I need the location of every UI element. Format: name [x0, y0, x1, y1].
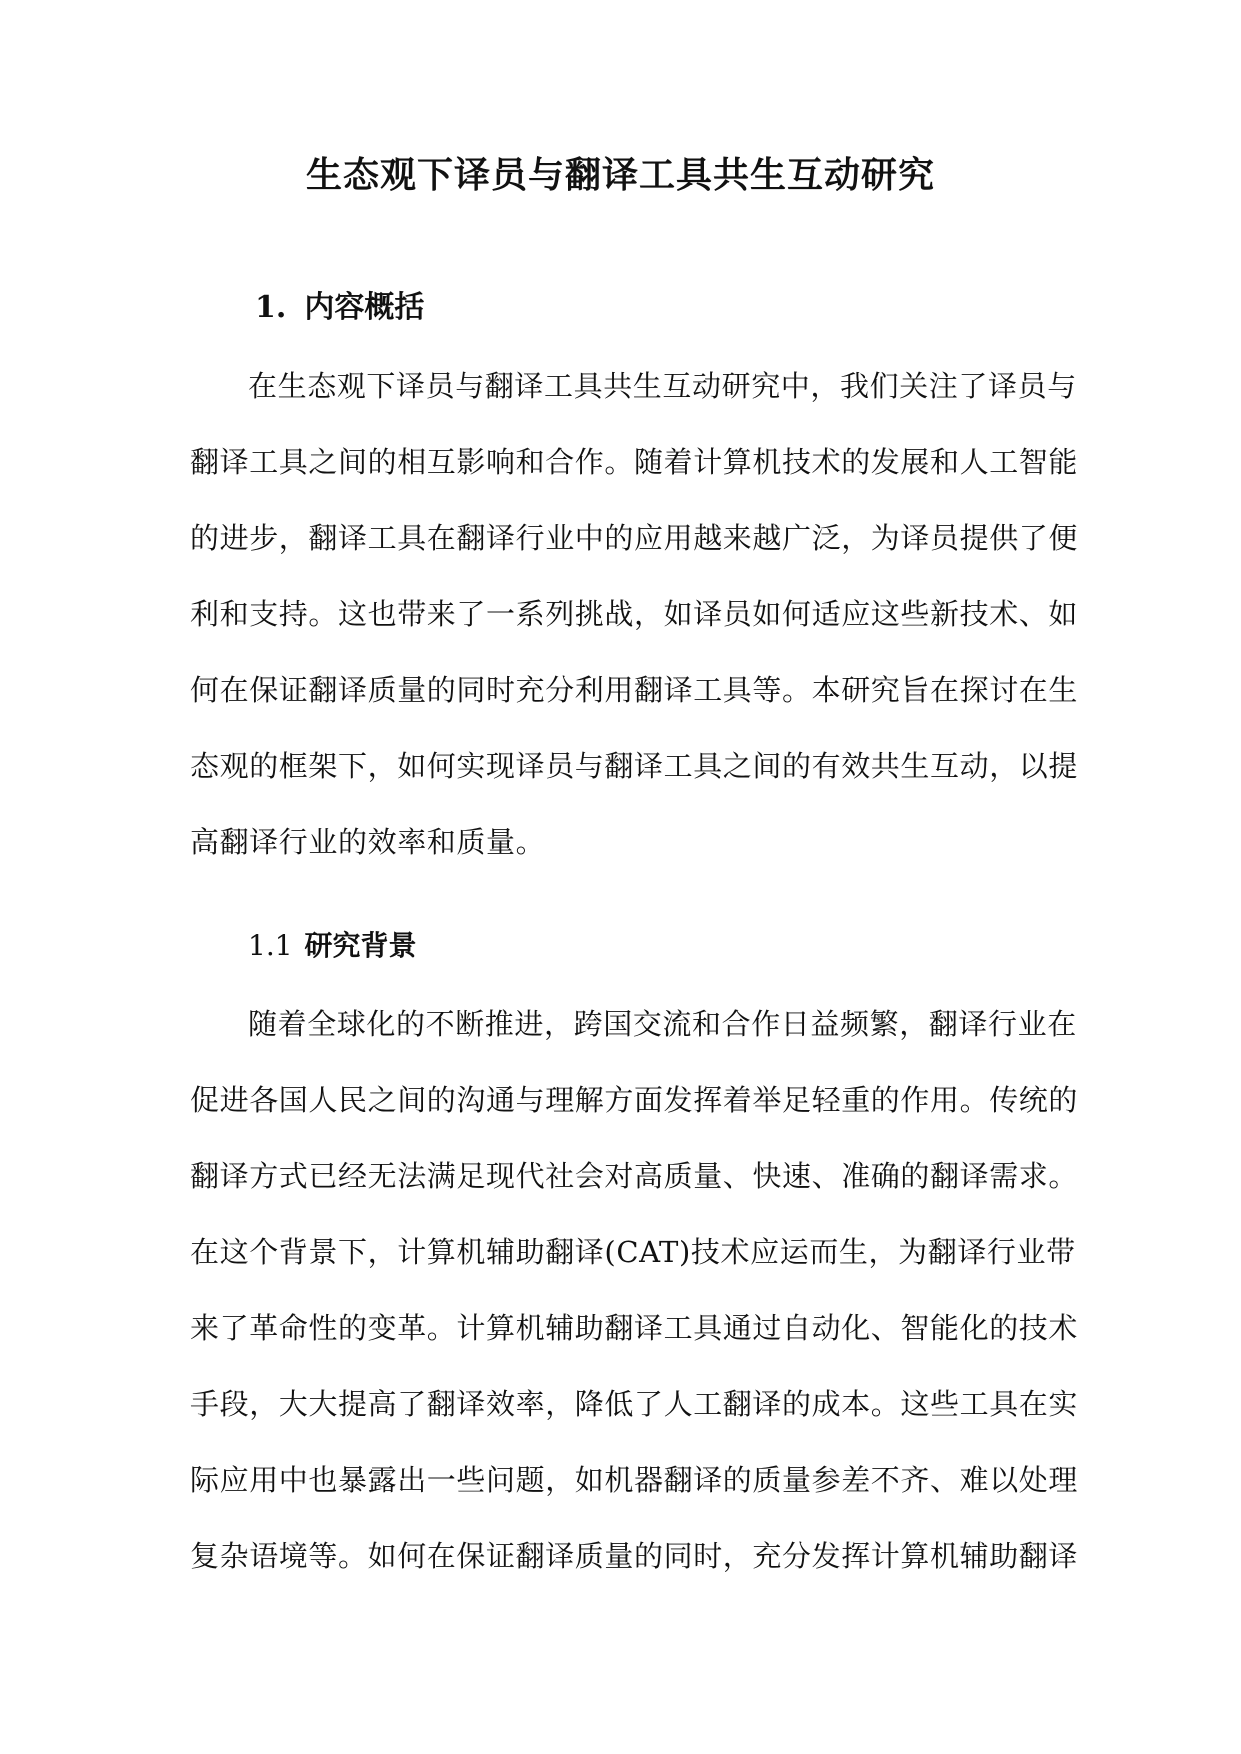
paragraph-line: 随着全球化的不断推进，跨国交流和合作日益频繁，翻译行业在	[248, 1007, 1077, 1041]
paragraph-line: 复杂语境等。如何在保证翻译质量的同时，充分发挥计算机辅助翻译	[190, 1539, 1079, 1573]
section-number: 1.1	[248, 929, 293, 962]
paragraph-line: 来了革命性的变革。计算机辅助翻译工具通过自动化、智能化的技术	[190, 1311, 1079, 1345]
section-heading-text: 内容概括	[304, 290, 425, 325]
paragraph-line: 高翻译行业的效率和质量。	[190, 825, 546, 859]
document-title: 生态观下译员与翻译工具共生互动研究	[305, 154, 935, 196]
paragraph-line: 在这个背景下，计算机辅助翻译(CAT)技术应运而生，为翻译行业带	[190, 1235, 1076, 1269]
section-heading-text: 研究背景	[304, 929, 417, 962]
section-1-paragraph	[190, 348, 1079, 880]
section-heading-1	[255, 286, 424, 330]
section-heading-1-1	[248, 924, 417, 968]
paragraph-line: 何在保证翻译质量的同时充分利用翻译工具等。本研究旨在探讨在生	[190, 673, 1079, 707]
section-1-1-paragraph	[190, 986, 1079, 1594]
paragraph-line: 翻译方式已经无法满足现代社会对高质量、快速、准确的翻译需求。	[190, 1159, 1079, 1193]
section-number: 1.	[255, 290, 287, 325]
paragraph-line: 翻译工具之间的相互影响和合作。随着计算机技术的发展和人工智能	[190, 445, 1079, 479]
paragraph-line: 手段，大大提高了翻译效率，降低了人工翻译的成本。这些工具在实	[190, 1387, 1079, 1421]
paragraph-line: 际应用中也暴露出一些问题，如机器翻译的质量参差不齐、难以处理	[190, 1463, 1079, 1497]
paragraph-line: 的进步，翻译工具在翻译行业中的应用越来越广泛，为译员提供了便	[190, 521, 1079, 555]
paragraph-line: 利和支持。这也带来了一系列挑战，如译员如何适应这些新技术、如	[190, 597, 1079, 631]
paragraph-line: 态观的框架下，如何实现译员与翻译工具之间的有效共生互动，以提	[190, 749, 1079, 783]
paragraph-line: 促进各国人民之间的沟通与理解方面发挥着举足轻重的作用。传统的	[190, 1083, 1079, 1117]
paragraph-line: 在生态观下译员与翻译工具共生互动研究中，我们关注了译员与	[248, 369, 1077, 403]
